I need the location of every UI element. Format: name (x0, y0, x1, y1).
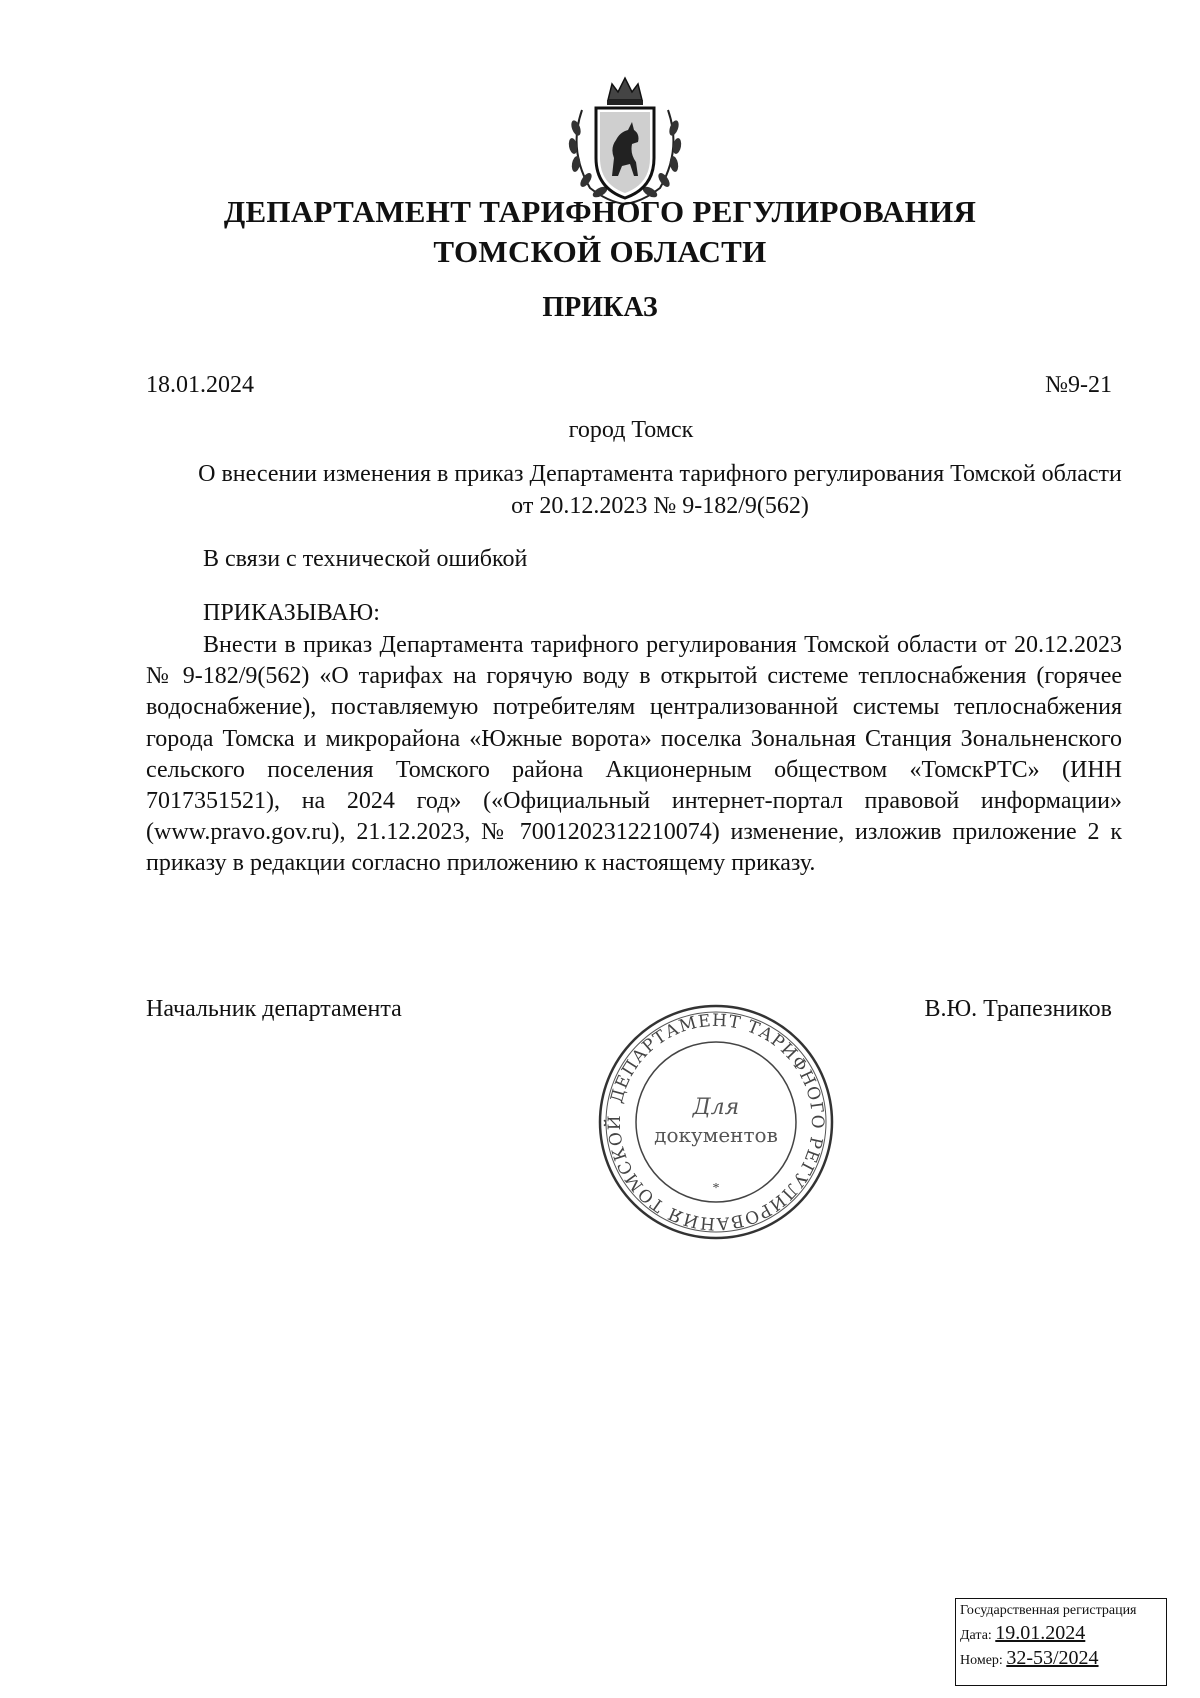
svg-text:*: * (712, 1181, 720, 1196)
order-number: №9-21 (1045, 372, 1112, 398)
registration-box (955, 1598, 1167, 1686)
registration-number-value: 32-53/2024 (1006, 1647, 1099, 1669)
signer-position: Начальник департамента (146, 996, 402, 1022)
department-title (0, 192, 1200, 272)
coat-of-arms-icon (560, 70, 690, 210)
seal-center-line2: документов (654, 1123, 778, 1147)
order-text: Внести в приказ Департамента тарифного регулирования Томской области от 20.12.2023 № 9-182/9(562) «О тарифах на горячую воду в открытой системе теплоснабжения (горячее водоснабжение), поставляемую потребителям централизованной системы теплоснабжения города Томска и микрорайона «Южные ворота» поселка Зональная Станция Зональненского сельского поселения Томского района Акционерным обществом «ТомскРТС» (ИНН 7017351521), на 2024 год» («Официальный интернет-портал правовой информации» (www.pravo.gov.ru), 21.12.2023, № 7001202312210074) изменение, изложив приложение 2 к приказу в редакции согласно приложению к настоящему приказу. (146, 632, 1122, 877)
seal-center-line1: Для (692, 1095, 740, 1120)
registration-title: Государственная регистрация (960, 1603, 1137, 1618)
department-title-line1: ДЕПАРТАМЕНТ ТАРИФНОГО РЕГУЛИРОВАНИЯ (223, 194, 977, 229)
signer-name: В.Ю. Трапезников (924, 996, 1112, 1022)
document-type: ПРИКАЗ (542, 292, 658, 323)
order-city: город Томск (568, 417, 694, 443)
order-subject: О внесении изменения в приказ Департамента тарифного регулирования Томской области от 20.12.2023 № 9-182/9(562) (198, 461, 1122, 519)
registration-date-value: 19.01.2024 (995, 1622, 1086, 1644)
order-reason: В связи с технической ошибкой (203, 546, 528, 572)
registration-number-label: Номер: (960, 1653, 1003, 1668)
registration-date-row (960, 1622, 1162, 1647)
department-title-line2: ТОМСКОЙ ОБЛАСТИ (433, 234, 767, 269)
registration-date-label: Дата: (960, 1628, 992, 1643)
official-seal-stamp (596, 1002, 836, 1242)
registration-number-row (960, 1647, 1162, 1672)
order-directive-word: ПРИКАЗЫВАЮ: (203, 600, 380, 626)
order-date: 18.01.2024 (146, 372, 254, 398)
seal-ring-text: ДЕПАРТАМЕНТ ТАРИФНОГО РЕГУЛИРОВАНИЯ ТОМСКОЙ (604, 1010, 828, 1234)
